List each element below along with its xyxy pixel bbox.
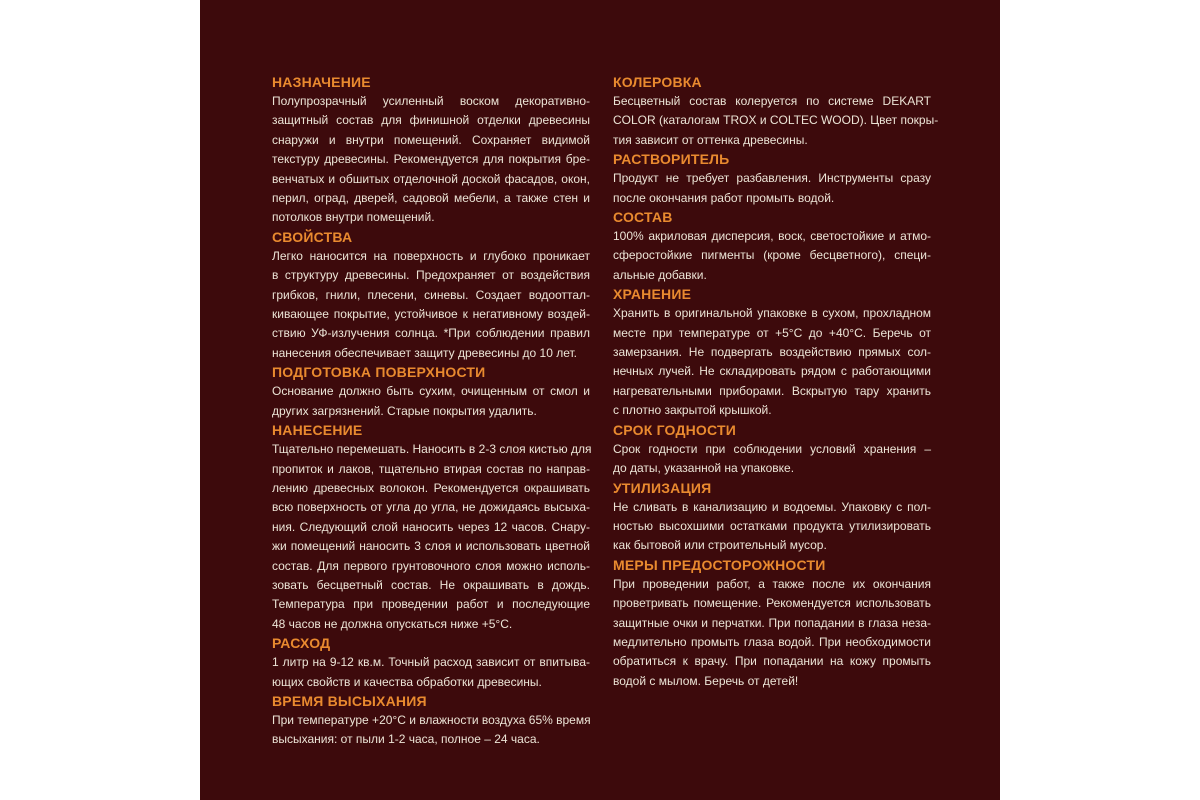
body-text-line: нечных лучей. Не складировать рядом с работающими (613, 364, 931, 379)
body-text-line: в структуру древесины. Предохраняет от воздействия (272, 268, 590, 283)
body-text-line: ностью высохшими остатками продукта утилизировать (613, 518, 931, 533)
section-tinting (613, 73, 939, 150)
body-text-line: ния. Следующий слой наносить через 12 часов. Снару- (272, 519, 590, 534)
body-text-line: ствию УФ-излучения солнца. *При соблюдении правил (272, 326, 590, 341)
body-text-line: других загрязнений. Старые покрытия удалить. (272, 403, 537, 418)
section-heading: УТИЛИЗАЦИЯ (613, 479, 712, 496)
body-text-line: Не сливать в канализацию и водоемы. Упаковку с пол- (613, 499, 931, 514)
body-text-line: жи помещений наносить 3 слоя и использовать цветной (272, 539, 590, 554)
body-text-line: всю поверхность от угла до угла, не дожидаясь высыха- (272, 500, 590, 515)
section-consumption (272, 634, 590, 692)
body-text-line: пропиток и лаков, тщательно втирая состав по направ- (272, 461, 590, 476)
body-text-line: месте при температуре от +5°С до +40°С. Беречь от (613, 325, 931, 340)
body-text-line: COLOR (каталогам TROX и COLTEC WOOD). Цвет покры- (613, 113, 939, 128)
body-text-line: после окончания работ промыть водой. (613, 190, 835, 205)
body-text-line: ющих свойств и качества обработки древесины. (272, 674, 542, 689)
body-text-line: Срок годности при соблюдении условий хранения – (613, 441, 931, 456)
section-application (272, 421, 590, 634)
body-text-line: Продукт не требует разбавления. Инструменты сразу (613, 171, 931, 186)
body-text-line: высыхания: от пыли 1-2 часа, полное – 24 часа. (272, 732, 540, 747)
body-text-line: снаружи и внутри помещений. Сохраняет видимой (272, 132, 590, 147)
section-purpose (272, 73, 590, 228)
section-heading: РАСХОД (272, 635, 331, 652)
body-text-line: защитные очки и перчатки. При попадании в глаза неза- (613, 615, 931, 630)
body-text-line: зовать бесцветный состав. Не окрашивать в дождь. (272, 577, 590, 592)
section-heading: НАНЕСЕНИЕ (272, 422, 363, 439)
body-text-line: медлительно промыть глаза водой. При необходимости (613, 634, 931, 649)
body-text-line: с плотно закрытой крышкой. (613, 403, 772, 418)
body-text-line: перил, оград, дверей, садовой мебели, а также стен и (272, 191, 590, 206)
section-composition (613, 208, 931, 285)
section-properties (272, 228, 590, 363)
section-surface-prep (272, 363, 590, 421)
body-text-line: 1 литр на 9-12 кв.м. Точный расход зависит от впитыва- (272, 655, 590, 670)
body-text-line: альные добавки. (613, 267, 707, 282)
body-text-line: состав. Для первого грунтовочного слоя можно исполь- (272, 558, 590, 573)
body-text-line: 48 часов не должна опускаться ниже +5°С. (272, 616, 513, 631)
section-heading: МЕРЫ ПРЕДОСТОРОЖНОСТИ (613, 556, 826, 573)
body-text-line: текстуру древесины. Рекомендуется для покрытия бре- (272, 152, 590, 167)
body-text-line: проветривать помещение. Рекомендуется использовать (613, 596, 931, 611)
body-text-line: нагревательными приборами. Вскрытую тару хранить (613, 383, 931, 398)
body-text-line: тия зависит от оттенка древесины. (613, 132, 808, 147)
body-text-line: до даты, указанной на упаковке. (613, 461, 795, 476)
body-text-line: 100% акриловая дисперсия, воск, светостойкие и атмо- (613, 229, 931, 244)
label-panel (200, 0, 1000, 800)
section-heading: СВОЙСТВА (272, 228, 353, 245)
section-disposal (613, 479, 931, 556)
section-storage (613, 285, 931, 420)
section-heading: СОСТАВ (613, 209, 673, 226)
body-text-line: замерзания. Не подвергать воздействию прямых сол- (613, 345, 931, 360)
body-text-line: обратиться к врачу. При попадании на кожу промыть (613, 654, 931, 669)
body-text-line: При проведении работ, а также после их окончания (613, 576, 931, 591)
body-text-line: защитный состав для финишной отделки древесины (272, 113, 590, 128)
body-text-line: потолков внутри помещений. (272, 210, 435, 225)
body-text-line: венчатых и обшитых отделочной доской фасадов, окон, (272, 171, 590, 186)
body-text-line: нанесения обеспечивает защиту древесины до 10 лет. (272, 345, 578, 360)
section-heading: РАСТВОРИТЕЛЬ (613, 151, 730, 168)
section-shelf-life (613, 421, 931, 479)
body-text-line: Бесцветный состав колеруется по системе DEKART (613, 94, 931, 108)
body-text-line: водой с мылом. Беречь от детей! (613, 673, 799, 688)
body-text-line: Хранить в оригинальной упаковке в сухом, прохладном (613, 306, 931, 321)
right-column (613, 73, 939, 691)
section-heading: КОЛЕРОВКА (613, 74, 702, 90)
body-text-line: кивающее покрытие, устойчивое к негативному воздей- (272, 307, 590, 322)
left-column (272, 73, 590, 750)
body-text-line: При температуре +20°С и влажности воздуха 65% время (272, 712, 591, 727)
section-heading: ВРЕМЯ ВЫСЫХАНИЯ (272, 692, 427, 709)
body-text-line: Тщательно перемешать. Наносить в 2-3 слоя кистью для (272, 442, 592, 457)
body-text-line: Основание должно быть сухим, очищенным от смол и (272, 384, 590, 399)
body-text-line: Легко наносится на поверхность и глубоко проникает (272, 248, 590, 263)
body-text-line: Полупрозрачный усиленный воском декоративно- (272, 94, 590, 108)
body-text-line: как бытовой или строительный мусор. (613, 538, 827, 553)
section-drying-time (272, 692, 590, 750)
section-solvent (613, 150, 931, 208)
section-heading: ХРАНЕНИЕ (613, 286, 692, 303)
section-heading: ПОДГОТОВКА ПОВЕРХНОСТИ (272, 364, 486, 381)
section-precautions (613, 556, 931, 691)
section-heading: СРОК ГОДНОСТИ (613, 421, 736, 438)
section-heading: НАЗНАЧЕНИЕ (272, 74, 371, 90)
body-text-line: лению древесных волокон. Рекомендуется окрашивать (272, 480, 590, 495)
body-text-line: сферостойкие пигменты (кроме бесцветного), специ- (613, 248, 931, 263)
body-text-line: Температура при проведении работ и последующие (272, 597, 590, 612)
body-text-line: грибков, гнили, плесени, синевы. Создает водооттал- (272, 287, 590, 302)
